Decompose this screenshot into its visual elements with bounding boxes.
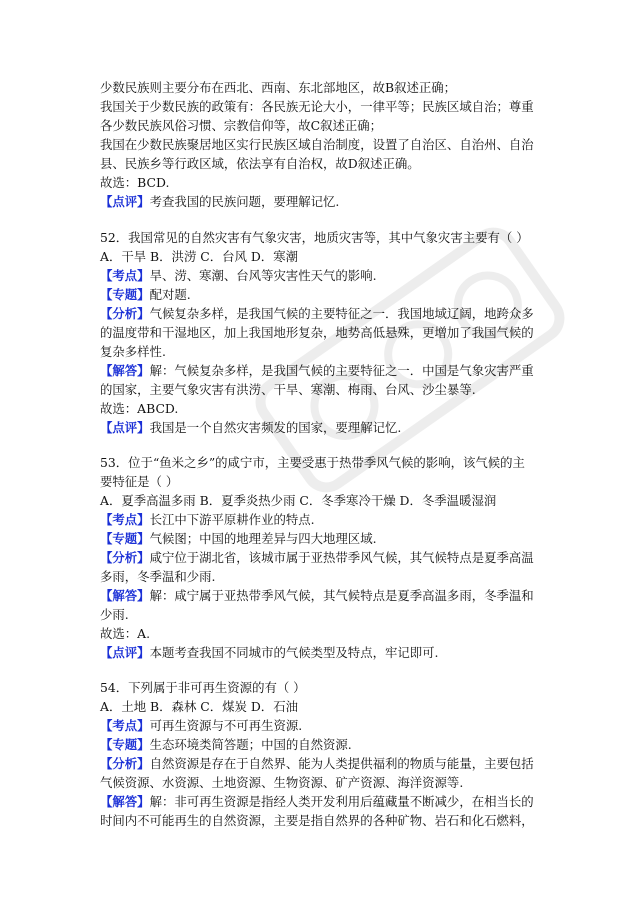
line-text: 县、民族乡等行政区域，依法享有自治权，故D叙述正确。: [100, 156, 420, 171]
line-text: 解：咸宁属于亚热带季风气候，其气候特点是夏季高温多雨，冬季温和: [149, 588, 534, 603]
line-text: 故选：A.: [100, 626, 151, 641]
line-text: 少雨.: [100, 607, 129, 622]
text-line: [100, 811, 550, 830]
line-text: A．土地 B．森林 C．煤炭 D．石油: [100, 699, 298, 714]
text-line: [100, 697, 550, 716]
line-text: 生态环境类简答题；中国的自然资源.: [149, 737, 352, 752]
text-line: [100, 135, 550, 154]
section-tag: 【点评】: [100, 645, 150, 660]
line-text: 旱、涝、寒潮、台风等灾害性天气的影响.: [149, 268, 377, 283]
line-text: 本题考查我国不同城市的气候类型及特点，牢记即可.: [149, 645, 439, 660]
line-text: A．夏季高温多雨 B．夏季炎热少雨 C．冬季寒冷干燥 D．冬季温暖湿润: [100, 493, 497, 508]
line-text: 多雨，冬季温和少雨.: [100, 569, 216, 584]
line-text: 气候复杂多样，是我国气候的主要特征之一．我国地域辽阔，地跨众多: [149, 306, 534, 321]
text-line: [100, 773, 550, 792]
line-text: 我国关于少数民族的政策有：各民族无论大小，一律平等；民族区域自治；尊重: [100, 99, 534, 114]
line-text: 要特征是（ ）: [100, 474, 179, 489]
section-tag: 【分析】: [100, 756, 150, 771]
line-text: 长江中下游平原耕作业的特点.: [149, 512, 315, 527]
text-line: [100, 567, 550, 586]
text-line: [100, 716, 550, 735]
section-tag: 【分析】: [100, 550, 150, 565]
text-line: [100, 548, 550, 567]
line-text: 配对题.: [149, 287, 191, 302]
line-text: 复杂多样性.: [100, 344, 166, 359]
text-line: [100, 97, 550, 116]
line-text: 故选：ABCD.: [100, 401, 179, 416]
line-text: 少数民族则主要分布在西北、西南、东北部地区，故B叙述正确；: [100, 80, 457, 95]
line-text: 咸宁位于湖北省，该城市属于亚热带季风气候，其气候特点是夏季高温: [149, 550, 534, 565]
text-line: [100, 78, 550, 97]
line-text: 各少数民族风俗习惯、宗教信仰等，故C叙述正确；: [100, 118, 383, 133]
line-text: 的温度带和干湿地区，加上我国地形复杂，地势高低悬殊，更增加了我国气候的: [100, 325, 534, 340]
text-line: [100, 192, 550, 211]
section-tag: 【考点】: [100, 512, 150, 527]
line-text: 53．位于“鱼米之乡”的咸宁市，主要受惠于热带季风气候的影响，该气候的主: [100, 455, 525, 470]
line-text: 的国家，主要气象灾害有洪涝、干旱、寒潮、梅雨、台风、沙尘暴等.: [100, 382, 476, 397]
text-line: [100, 116, 550, 135]
section-tag: 【分析】: [100, 306, 150, 321]
line-text: 可再生资源与不可再生资源.: [149, 718, 303, 733]
line-text: 时间内不可能再生的自然资源，主要是指自然界的各种矿物、岩石和化石燃料，: [100, 813, 534, 828]
text-line: [100, 491, 550, 510]
text-line: [100, 323, 550, 342]
line-text: 我国是一个自然灾害频发的国家，要理解记忆.: [149, 420, 402, 435]
text-line: [100, 605, 550, 624]
line-text: 自然资源是存在于自然界、能为人类提供福利的物质与能量，主要包括: [149, 756, 534, 771]
line-text: A．干旱 B．洪涝 C．台风 D．寒潮: [100, 249, 298, 264]
text-line: [100, 154, 550, 173]
text-line: [100, 361, 550, 380]
line-text: 解：非可再生资源是指经人类开发利用后蕴藏量不断减少，在相当长的: [149, 794, 534, 809]
text-line: [100, 285, 550, 304]
section-tag: 【解答】: [100, 588, 150, 603]
text-line: [100, 380, 550, 399]
text-line: [100, 173, 550, 192]
text-line: [100, 399, 550, 418]
text-line: [100, 529, 550, 548]
text-line: [100, 678, 550, 697]
line-text: 气候图；中国的地理差异与四大地理区域.: [149, 531, 377, 546]
text-line: [100, 247, 550, 266]
text-line: [100, 266, 550, 285]
line-text: 故选：BCD.: [100, 175, 170, 190]
section-tag: 【解答】: [100, 794, 150, 809]
text-line: [100, 342, 550, 361]
line-text: 解：气候复杂多样，是我国气候的主要特征之一．中国是气象灾害严重: [149, 363, 534, 378]
text-line: [100, 304, 550, 323]
text-line: [100, 228, 550, 247]
section-tag: 【点评】: [100, 194, 150, 209]
text-line: [100, 792, 550, 811]
line-text: 我国在少数民族聚居地区实行民族区域自治制度，设置了自治区、自治州、自治: [100, 137, 534, 152]
line-text: 52．我国常见的自然灾害有气象灾害，地质灾害等，其中气象灾害主要有（ ）: [100, 230, 529, 245]
text-line: [100, 453, 550, 472]
line-text: 气候资源、水资源、土地资源、生物资源、矿产资源、海洋资源等.: [100, 775, 464, 790]
text-line: [100, 586, 550, 605]
text-line: [100, 418, 550, 437]
section-tag: 【考点】: [100, 718, 150, 733]
section-tag: 【解答】: [100, 363, 150, 378]
text-line: [100, 643, 550, 662]
text-line: [100, 735, 550, 754]
section-tag: 【专题】: [100, 737, 150, 752]
section-tag: 【考点】: [100, 268, 150, 283]
section-tag: 【专题】: [100, 531, 150, 546]
text-line: [100, 510, 550, 529]
text-line: [100, 624, 550, 643]
line-text: 54．下列属于非可再生资源的有（ ）: [100, 680, 306, 695]
line-text: 考查我国的民族问题，要理解记忆.: [149, 194, 340, 209]
text-line: [100, 472, 550, 491]
text-line: [100, 754, 550, 773]
section-tag: 【点评】: [100, 420, 150, 435]
section-tag: 【专题】: [100, 287, 150, 302]
